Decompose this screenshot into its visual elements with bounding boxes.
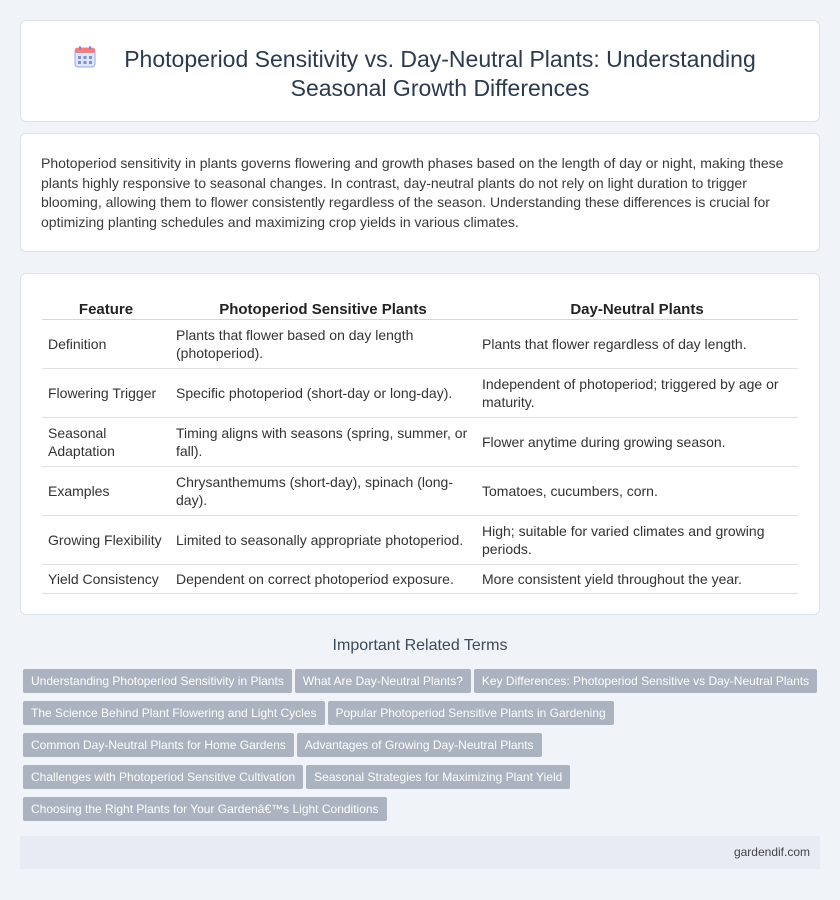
table-cell: Seasonal Adaptation [42,417,170,466]
table-header: Photoperiod Sensitive Plants [170,296,476,319]
table-cell: Flower anytime during growing season. [476,417,798,466]
footer [20,836,820,869]
intro-paragraph: Photoperiod sensitivity in plants governs flowering and growth phases based on the length of day or night, making these plants highly responsive to seasonal changes. In contrast, day-neutral plants do not rely on light duration to trigger blooming, allowing them to flower consistently regardless of the season. Understanding these differences is crucial for optimizing planting schedules and maximizing crop yields in various climates. [41,155,784,230]
related-term-tag[interactable]: What Are Day-Neutral Plants? [295,669,471,693]
table-row [42,368,798,417]
related-term-tag[interactable]: Choosing the Right Plants for Your Gardenâ€™s Light Conditions [23,797,387,821]
table-cell: Definition [42,319,170,368]
related-term-tag[interactable]: Seasonal Strategies for Maximizing Plant Yield [306,765,570,789]
table-header: Day-Neutral Plants [476,296,798,319]
table-cell: Flowering Trigger [42,368,170,417]
table-cell: Chrysanthemums (short-day), spinach (long-day). [170,466,476,515]
page-title: Photoperiod Sensitivity vs. Day-Neutral Plants: Understanding Seasonal Growth Differences [124,46,756,101]
intro-card [20,133,820,252]
related-term-tag[interactable]: Key Differences: Photoperiod Sensitive vs Day-Neutral Plants [474,669,817,693]
related-term-tag[interactable]: Common Day-Neutral Plants for Home Gardens [23,733,294,757]
table-cell: Plants that flower regardless of day length. [476,319,798,368]
footer-site-name[interactable]: gardendif.com [733,845,810,859]
table-cell: Specific photoperiod (short-day or long-day). [170,368,476,417]
table-header: Feature [42,296,170,319]
table-row [42,515,798,564]
header-card [20,20,820,122]
table-cell: Independent of photoperiod; triggered by age or maturity. [476,368,798,417]
table-cell: Plants that flower based on day length (photoperiod). [170,319,476,368]
table-cell: Yield Consistency [42,564,170,593]
table-cell: Dependent on correct photoperiod exposure. [170,564,476,593]
table-cell: Timing aligns with seasons (spring, summer, or fall). [170,417,476,466]
related-term-tag[interactable]: Understanding Photoperiod Sensitivity in Plants [23,669,292,693]
related-term-tag[interactable]: The Science Behind Plant Flowering and Light Cycles [23,701,325,725]
table-cell: More consistent yield throughout the year. [476,564,798,593]
table-cell: Growing Flexibility [42,515,170,564]
related-term-tag[interactable]: Challenges with Photoperiod Sensitive Cultivation [23,765,303,789]
table-cell: Limited to seasonally appropriate photoperiod. [170,515,476,564]
related-terms-title: Important Related Terms [332,637,508,654]
table-row [42,466,798,515]
table-cell: High; suitable for varied climates and growing periods. [476,515,798,564]
table-row [42,417,798,466]
table-cell: Examples [42,466,170,515]
table-header-row [42,296,798,319]
related-terms-list [23,669,823,829]
comparison-table [42,296,798,594]
table-row [42,564,798,593]
comparison-table-card [20,273,820,615]
table-cell: Tomatoes, cucumbers, corn. [476,466,798,515]
related-term-tag[interactable]: Advantages of Growing Day-Neutral Plants [297,733,542,757]
table-row [42,319,798,368]
related-term-tag[interactable]: Popular Photoperiod Sensitive Plants in Gardening [328,701,614,725]
